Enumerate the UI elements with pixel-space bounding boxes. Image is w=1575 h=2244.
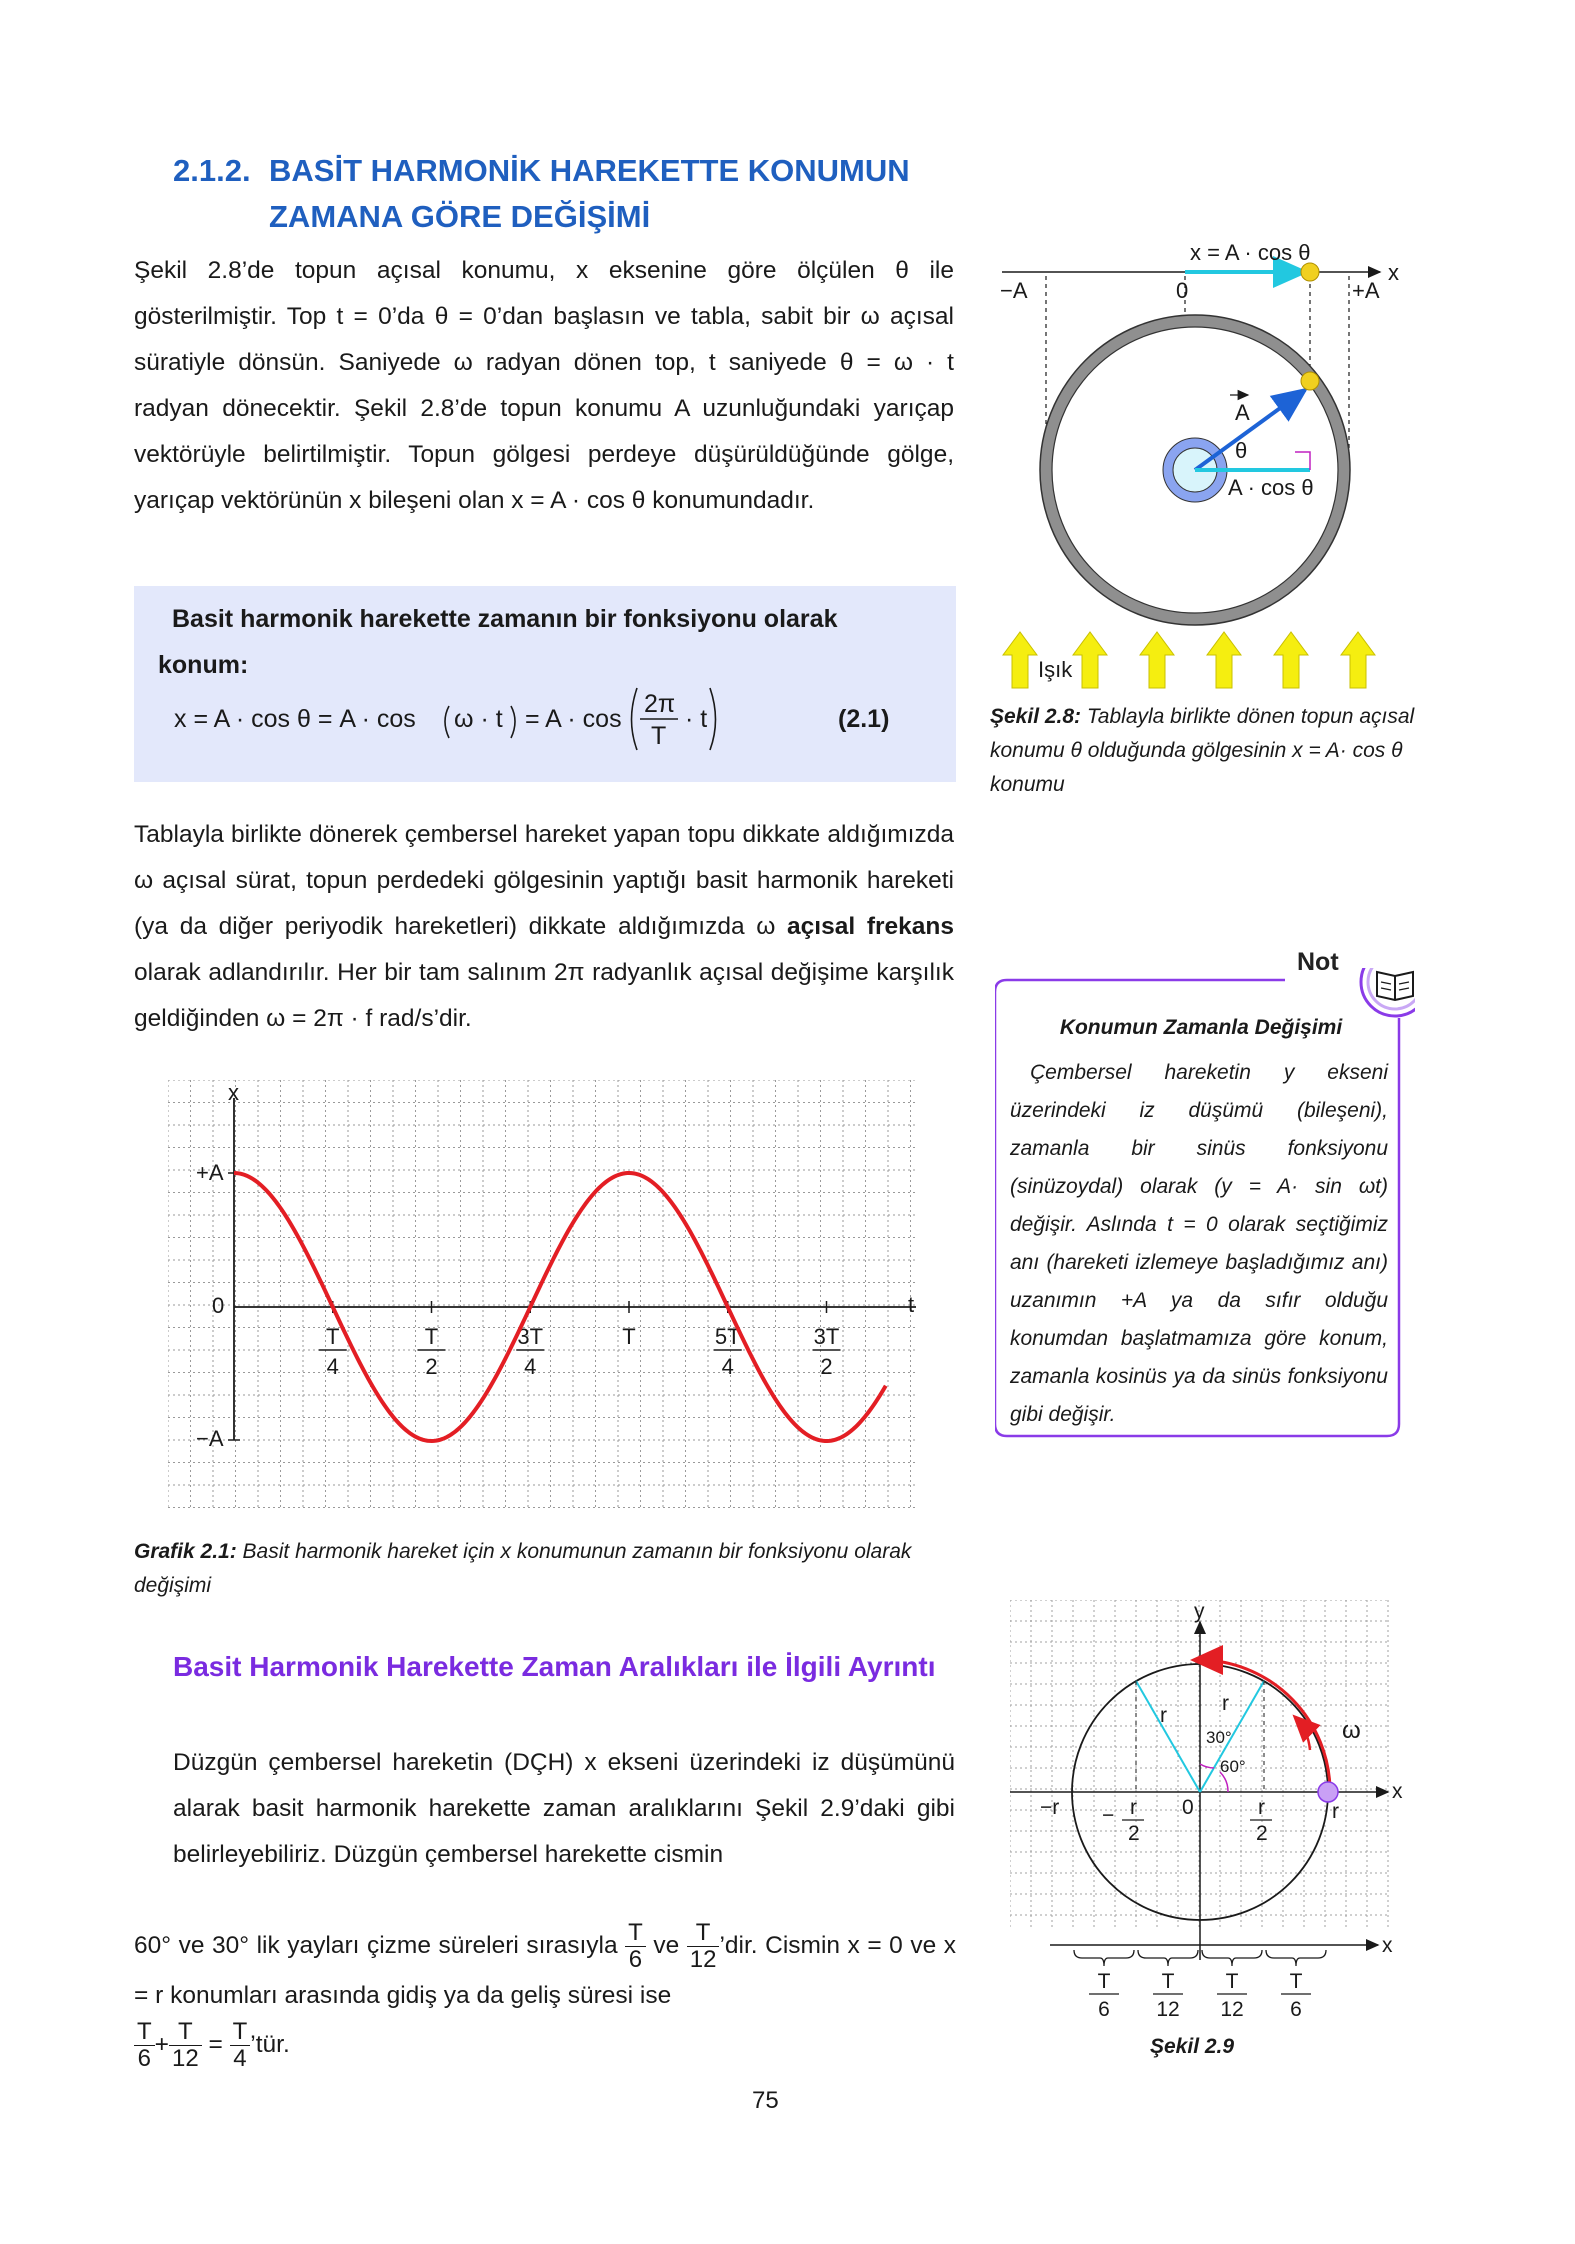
radius-left bbox=[1136, 1681, 1200, 1792]
equation-number: (2.1) bbox=[838, 705, 890, 733]
fig28-plus-a: +A bbox=[1352, 278, 1380, 303]
fig29-half-num-right: r bbox=[1258, 1796, 1265, 1819]
caption-graph-label: Grafik 2.1: bbox=[134, 1540, 237, 1563]
figure-2-9-svg bbox=[1010, 1600, 1410, 2020]
interval-numerator: T bbox=[1097, 1970, 1111, 1993]
graph-x-ticks bbox=[319, 1301, 841, 1379]
caption-figure-2-8 bbox=[990, 700, 1420, 802]
sum-fraction-2 bbox=[169, 2019, 202, 2072]
fig29-minus-r: −r bbox=[1040, 1796, 1060, 1819]
frac-den: 6 bbox=[137, 2045, 152, 2072]
formula-box-title bbox=[158, 596, 942, 688]
paragraph-2-part2: olarak adlandırılır. Her bir tam salınım 2π radyanlık açısal değişime karşılık geldiğinden ω = 2π · f rad/s’dir. bbox=[134, 959, 954, 1032]
note-title: Konumun Zamanla Değişimi bbox=[1059, 1016, 1343, 1039]
section-title-line1: BASİT HARMONİK HAREKETTE KONUMUN bbox=[269, 153, 910, 188]
x-tick-denominator: 2 bbox=[425, 1354, 438, 1379]
angle-arc-30 bbox=[1200, 1764, 1214, 1768]
moving-ball bbox=[1318, 1782, 1338, 1802]
page-number: 75 bbox=[752, 2087, 779, 2114]
x-tick-denominator: 2 bbox=[820, 1354, 833, 1379]
plus-sign: + bbox=[154, 2030, 169, 2058]
note-box bbox=[995, 948, 1407, 1448]
interval-brace bbox=[1266, 1950, 1326, 1966]
frac-num: T bbox=[169, 2019, 202, 2046]
paren-left-2 bbox=[632, 688, 638, 750]
graph-2-1-svg bbox=[168, 1080, 938, 1520]
paragraph-2 bbox=[134, 812, 954, 1042]
interval-brace bbox=[1138, 1950, 1198, 1966]
fig29-half-den-left: 2 bbox=[1128, 1822, 1140, 1845]
graph-y-label: x bbox=[228, 1080, 239, 1105]
fig28-x-label: x bbox=[1388, 260, 1399, 285]
formula-box-title-line2: konum: bbox=[158, 651, 249, 679]
interval-denominator: 12 bbox=[1156, 1998, 1180, 2020]
fraction-t-12 bbox=[687, 1920, 720, 1973]
graph-tick-minus-a: −A bbox=[196, 1426, 224, 1451]
fig28-minus-a: −A bbox=[1000, 278, 1028, 303]
note-label: Not bbox=[1297, 948, 1339, 976]
fig29-angle-60: 60° bbox=[1220, 1757, 1246, 1776]
formula-left: x = A · cos θ = A · cos bbox=[174, 705, 416, 733]
fig28-zero: 0 bbox=[1176, 278, 1189, 303]
fig29-half-num-left: r bbox=[1130, 1796, 1137, 1819]
p3b-end: ’tür. bbox=[250, 2030, 290, 2058]
fig28-bottom-label: A · cos θ bbox=[1228, 475, 1314, 500]
light-arrow-icon bbox=[1003, 632, 1037, 688]
caption-figure-2-9: Şekil 2.9 bbox=[1150, 2035, 1235, 2058]
formula-mid: = A · cos bbox=[525, 705, 622, 733]
graph-2-1 bbox=[168, 1080, 938, 1525]
formula-frac-num: 2π bbox=[644, 690, 676, 718]
section-title-line2: ZAMANA GÖRE DEĞİŞİMİ bbox=[269, 199, 651, 234]
light-arrow-icon bbox=[1274, 632, 1308, 688]
interval-numerator: T bbox=[1161, 1970, 1175, 1993]
light-arrow-icon bbox=[1341, 632, 1375, 688]
paragraph-2-bold-term: açısal frekans bbox=[787, 913, 954, 940]
section-number: 2.1.2. bbox=[173, 153, 251, 188]
frac-num: T bbox=[134, 2019, 155, 2046]
x-tick-numerator: 5T bbox=[714, 1324, 741, 1349]
paragraph-3b bbox=[134, 1920, 956, 2072]
interval-numerator: T bbox=[1289, 1970, 1303, 1993]
formula-frac-den: T bbox=[651, 722, 667, 750]
figure-2-8-svg bbox=[990, 240, 1420, 690]
fig29-r-right: r bbox=[1222, 1692, 1229, 1715]
formula-t: · t bbox=[685, 705, 708, 733]
equals-sign: = bbox=[208, 2030, 223, 2058]
p3b-ve: ve bbox=[653, 1931, 680, 1959]
subheading: Basit Harmonik Harekette Zaman Aralıkları ile İlgili Ayrıntı bbox=[173, 1651, 936, 1682]
graph-tick-plus-a: +A bbox=[196, 1160, 224, 1185]
frac-num: T bbox=[687, 1920, 720, 1947]
frac-num: T bbox=[230, 2019, 251, 2046]
paren-right-1 bbox=[511, 706, 515, 738]
caption28-text: Tablayla birlikte dönen topun açısal konumu θ olduğunda gölgesinin x = A· cos θ konumu bbox=[990, 705, 1415, 796]
fraction-t-6 bbox=[625, 1920, 646, 1973]
ball bbox=[1301, 372, 1319, 390]
sum-fraction-3 bbox=[230, 2019, 251, 2072]
formula-box bbox=[134, 586, 956, 782]
figure-2-8 bbox=[990, 240, 1420, 695]
section-heading bbox=[173, 148, 973, 240]
x-tick-numerator: 3T bbox=[517, 1324, 544, 1349]
frac-den: 6 bbox=[628, 1946, 643, 1973]
book-icon bbox=[1377, 972, 1413, 1000]
paragraph-1: Şekil 2.8’de topun açısal konumu, x eksenine göre ölçülen θ ile gösterilmiştir. Top t = 0’da θ = 0’dan başlasın ve tabla, sabit bir ω açısal süratiyle dönsün. Saniyede ω radyan dönen top, t saniyede θ = ω · t radyan dönecektir. Şekil 2.8’de topun konumu A uzunluğundaki yarıçap vektörüyle belirtilmiştir. Topun gölgesi perdeye düşürüldüğünde gölge, yarıçap vektörünün x bileşeni olan x = A · cos θ konumundadır. bbox=[134, 257, 954, 514]
fig29-y-label: y bbox=[1194, 1600, 1205, 1623]
fig28-light-label: Işık bbox=[1038, 657, 1073, 682]
x-tick-denominator: 4 bbox=[524, 1354, 537, 1379]
note-text: Çembersel hareketin y ekseni üzerindeki iz düşümü (bileşeni), zamanla bir sinüs fonksiyonu (sinüzoydal) olarak (y = A· sin ωt) değişir. Aslında t = 0 olarak seçtiğimiz anı (hareketi izlemeye başladığımız anı) uzanımın +A ya da sıfır olduğu konumdan başlatmamıza göre konum, zamanla kosinüs ya da sinüs fonksiyonu gibi değişir. bbox=[1010, 1061, 1388, 1426]
x-tick-numerator: T bbox=[424, 1324, 439, 1349]
graph-tick-zero: 0 bbox=[212, 1293, 225, 1318]
fig29-x-label: x bbox=[1392, 1780, 1403, 1803]
caption-graph-text: Basit harmonik hareket için x konumunun zamanın bir fonksiyonu olarak değişimi bbox=[134, 1540, 912, 1597]
frac-num: T bbox=[625, 1920, 646, 1947]
fig29-minus-sign: − bbox=[1102, 1804, 1115, 1827]
x-tick-denominator: 4 bbox=[721, 1354, 734, 1379]
x-tick-numerator: T bbox=[326, 1324, 340, 1349]
p3b-after: ’dir. Cismin x = 0 ve x = r konumları arasında gidiş ya da geliş süresi ise bbox=[134, 1931, 957, 2009]
frac-den: 12 bbox=[689, 1946, 717, 1973]
fig29-zero: 0 bbox=[1182, 1796, 1194, 1819]
frac-den: 12 bbox=[171, 2045, 199, 2072]
fig28-theta: θ bbox=[1235, 438, 1248, 463]
interval-numerator: T bbox=[1225, 1970, 1239, 1993]
figure-2-9 bbox=[1010, 1600, 1410, 2025]
interval-brace bbox=[1202, 1950, 1262, 1966]
paragraph-3: Düzgün çembersel hareketin (DÇH) x ekseni üzerindeki iz düşümünü alarak basit harmonik harekette zaman aralıklarını Şekil 2.9’daki gibi belirleyebiliriz. Düzgün çembersel harekette cismin bbox=[173, 1749, 955, 1868]
fig29-r-right-axis: r bbox=[1332, 1800, 1339, 1823]
fig29-r-left: r bbox=[1160, 1704, 1167, 1727]
x-tick-numerator: T bbox=[622, 1324, 636, 1349]
x-tick-denominator: 4 bbox=[326, 1354, 339, 1379]
fig29-bottom-x-label: x bbox=[1382, 1934, 1393, 1957]
interval-denominator: 6 bbox=[1098, 1998, 1110, 2020]
light-arrow-icon bbox=[1207, 632, 1241, 688]
paren-left-1 bbox=[445, 706, 449, 738]
fig29-omega: ω bbox=[1342, 1717, 1361, 1744]
formula-box-title-line1: Basit harmonik harekette zamanın bir fonksiyonu olarak bbox=[172, 605, 838, 633]
light-arrow-icon bbox=[1140, 632, 1174, 688]
x-tick-numerator: 3T bbox=[813, 1324, 840, 1349]
interval-denominator: 12 bbox=[1220, 1998, 1244, 2020]
interval-braces bbox=[1074, 1950, 1326, 2020]
p3b-start: 60° ve 30° lik yayları çizme süreleri sırasıyla bbox=[134, 1931, 618, 1959]
caption28-label: Şekil 2.8: bbox=[990, 705, 1082, 728]
light-arrow-icon bbox=[1073, 632, 1107, 688]
paragraph-2-part1: Tablayla birlikte dönerek çembersel hareket yapan topu dikkate aldığımızda ω açısal sürat, topun perdedeki gölgesinin yaptığı basit harmonik hareketi (ya da diğer periyodik hareketleri) dikkate aldığımızda ω bbox=[134, 821, 954, 940]
sum-fraction-1 bbox=[134, 2019, 155, 2072]
frac-den: 4 bbox=[233, 2045, 247, 2072]
fig29-half-den-right: 2 bbox=[1256, 1822, 1268, 1845]
ball-shadow bbox=[1301, 263, 1319, 281]
fig28-vector-label: A bbox=[1235, 400, 1250, 425]
formula-omega-t: ω · t bbox=[454, 705, 503, 733]
graph-x-label: t bbox=[908, 1292, 915, 1317]
paren-right-2 bbox=[710, 688, 716, 750]
interval-denominator: 6 bbox=[1290, 1998, 1302, 2020]
fig28-top-label: x = A · cos θ bbox=[1190, 240, 1311, 265]
graph-grid bbox=[168, 1080, 918, 1510]
interval-brace bbox=[1074, 1950, 1134, 1966]
fig29-angle-30: 30° bbox=[1206, 1728, 1232, 1747]
caption-graph-2-1 bbox=[134, 1535, 956, 1603]
formula-2-1 bbox=[134, 686, 956, 776]
